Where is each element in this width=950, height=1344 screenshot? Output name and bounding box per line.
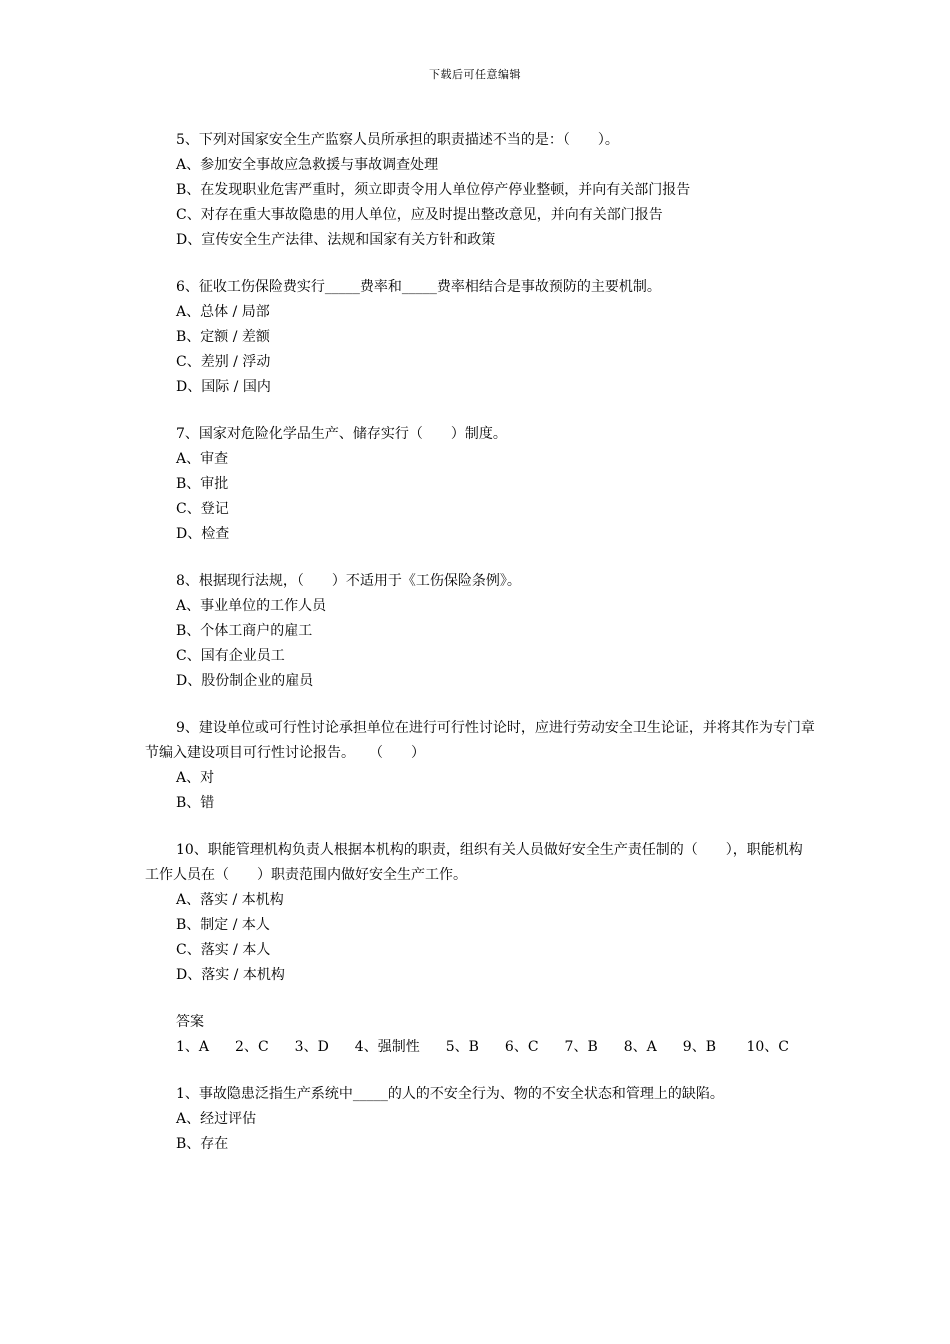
option-c: C、国有企业员工 <box>176 648 285 664</box>
option-a: A、事业单位的工作人员 <box>176 598 327 614</box>
answer-item: 1、A <box>176 1039 210 1055</box>
answers-list <box>145 1035 815 1060</box>
answer-item: 8、A <box>623 1039 657 1055</box>
option-d: D、国际 / 国内 <box>176 379 271 395</box>
question-text: 10、职能管理机构负责人根据本机构的职责，组织有关人员做好安全生产责任制的（ ），职能机构工作人员在（ ）职责范围内做好安全生产工作。 <box>145 842 803 883</box>
question-text: 6、征收工伤保险费实行_____费率和_____费率相结合是事故预防的主要机制。 <box>176 279 661 295</box>
question-text: 5、下列对国家安全生产监察人员所承担的职责描述不当的是：（ ）。 <box>176 132 619 148</box>
question-10 <box>145 838 815 988</box>
option-b: B、个体工商户的雇工 <box>176 623 313 639</box>
option-b: B、定额 / 差额 <box>176 329 270 345</box>
answers-section <box>145 1010 815 1060</box>
page-header: 下载后可任意编辑 <box>429 68 521 81</box>
question-text: 1、事故隐患泛指生产系统中_____的人的不安全行为、物的不安全状态和管理上的缺陷。 <box>176 1086 724 1102</box>
answer-item: 4、强制性 <box>354 1039 420 1055</box>
option-b: B、审批 <box>176 476 229 492</box>
next-question-1 <box>145 1082 815 1157</box>
option-d: D、宣传安全生产法律、法规和国家有关方针和政策 <box>176 232 496 248</box>
question-text: 7、国家对危险化学品生产、储存实行（ ）制度。 <box>176 426 507 442</box>
question-9 <box>145 716 815 816</box>
question-text: 8、根据现行法规，（ ）不适用于《工伤保险条例》。 <box>176 573 521 589</box>
answer-item: 2、C <box>235 1039 269 1055</box>
option-a: A、落实 / 本机构 <box>176 892 284 908</box>
question-7 <box>145 422 815 547</box>
answers-title: 答案 <box>176 1014 204 1030</box>
option-b: B、制定 / 本人 <box>176 917 270 933</box>
option-b: B、存在 <box>176 1136 229 1152</box>
option-a: A、对 <box>176 770 215 786</box>
option-a: A、参加安全事故应急救援与事故调查处理 <box>176 157 439 173</box>
answer-item: 5、B <box>445 1039 479 1055</box>
option-d: D、落实 / 本机构 <box>176 967 285 983</box>
option-b: B、在发现职业危害严重时，须立即责令用人单位停产停业整顿，并向有关部门报告 <box>176 182 691 198</box>
question-6 <box>145 275 815 400</box>
answer-item: 10、C <box>746 1039 789 1055</box>
option-b: B、错 <box>176 795 215 811</box>
option-a: A、总体 / 局部 <box>176 304 270 320</box>
answer-item: 7、B <box>564 1039 598 1055</box>
option-d: D、股份制企业的雇员 <box>176 673 314 689</box>
document-body <box>145 128 815 1179</box>
answer-item: 9、B <box>682 1039 716 1055</box>
option-a: A、审查 <box>176 451 229 467</box>
option-a: A、经过评估 <box>176 1111 257 1127</box>
question-text: 9、建设单位或可行性讨论承担单位在进行可行性讨论时，应进行劳动安全卫生论证，并将其作为专门章节编入建设项目可行性讨论报告。 （ ） <box>145 720 815 761</box>
option-c: C、对存在重大事故隐患的用人单位，应及时提出整改意见，并向有关部门报告 <box>176 207 663 223</box>
option-c: C、登记 <box>176 501 229 517</box>
answer-item: 6、C <box>504 1039 539 1055</box>
question-5 <box>145 128 815 253</box>
question-8 <box>145 569 815 694</box>
option-c: C、差别 / 浮动 <box>176 354 271 370</box>
option-d: D、检查 <box>176 526 230 542</box>
answer-item: 3、D <box>294 1039 329 1055</box>
option-c: C、落实 / 本人 <box>176 942 271 958</box>
